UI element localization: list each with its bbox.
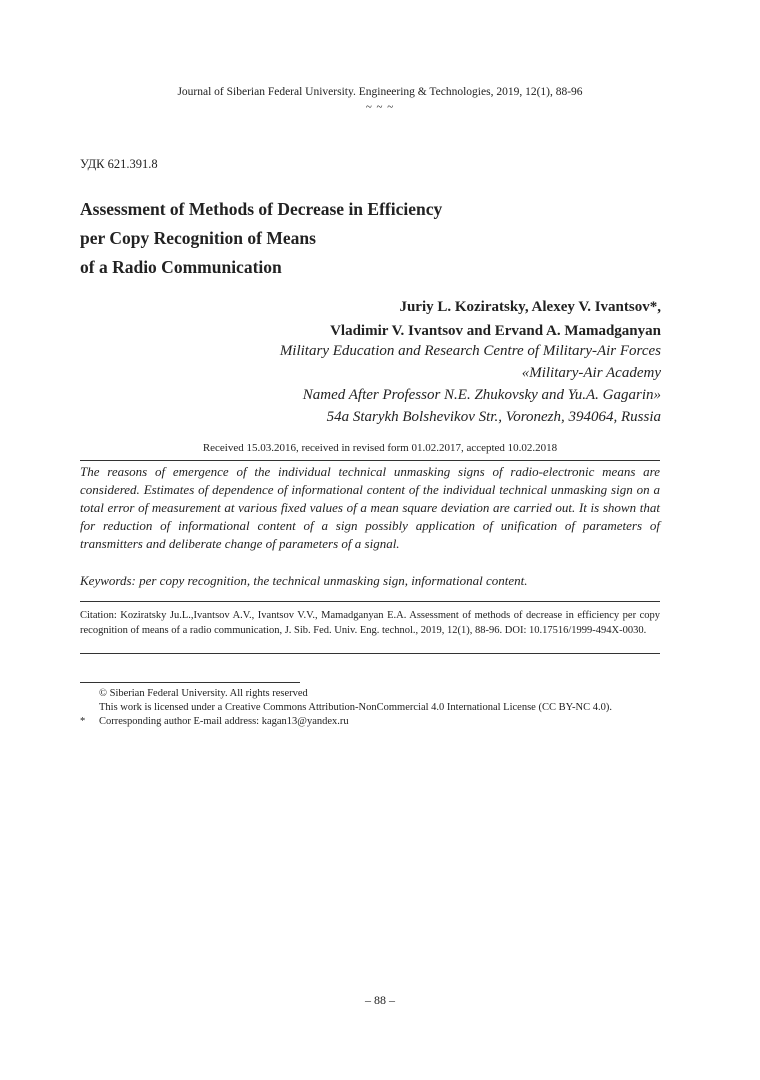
keywords: Keywords: per copy recognition, the technical unmasking sign, informational content. (80, 573, 528, 588)
affiliation-line: Named After Professor N.E. Zhukovsky and Yu.A. Gagarin» (302, 387, 661, 403)
udk-code: УДК 621.391.8 (80, 157, 158, 171)
authors (330, 295, 661, 343)
journal-header: Journal of Siberian Federal University. Engineering & Technologies, 2019, 12(1), 88-96 (177, 86, 583, 98)
paper-title (80, 195, 442, 282)
header-separator: ~ ~ ~ (365, 101, 395, 113)
footnote (80, 701, 680, 715)
affiliation (280, 340, 661, 428)
abstract: The reasons of emergence of the individual technical unmasking signs of radio-electronic means are considered. Estimates of dependence of informational content of the individual technical unmasking sign on a total error of measurement at various fixed values of a mean square deviation are carried out. It is shown that for reduction of informational content of a sign possibly application of unification of parameters of transmitters and deliberate change of parameters of a signal. (80, 464, 660, 551)
authors-line: Juriy L. Koziratsky, Alexey V. Ivantsov*, (399, 299, 661, 315)
copyright-notice: © Siberian Federal University. All rights reserved (99, 688, 308, 699)
citation: Citation: Koziratsky Ju.L.,Ivantsov A.V., Ivantsov V.V., Mamadganyan E.A. Assessment of methods of decrease in efficiency per copy recognition of means of a radio communication, J. Sib. Fed. Univ. Eng. technol., 2019, 12(1), 88-96. DOI: 10.17516/1999-494X-0030. (80, 610, 660, 636)
footnote-divider (80, 682, 300, 683)
affiliation-line: «Military-Air Academy (521, 365, 661, 381)
footnote (80, 715, 680, 729)
affiliation-line: Military Education and Research Centre of Military-Air Forces (279, 343, 661, 359)
license-notice: This work is licensed under a Creative Commons Attribution-NonCommercial 4.0 International License (CC BY-NC 4.0). (99, 702, 612, 713)
title-line: Assessment of Methods of Decrease in Efficiency (80, 199, 443, 219)
footnote (80, 687, 680, 701)
corresponding-author: Corresponding author E-mail address: kagan13@yandex.ru (99, 716, 349, 727)
received-dates: Received 15.03.2016, received in revised form 01.02.2017, accepted 10.02.2018 (202, 442, 558, 454)
footnote-marker: * (80, 716, 86, 727)
title-line: of a Radio Communication (80, 257, 282, 277)
title-line: per Copy Recognition of Means (80, 228, 316, 248)
divider (80, 601, 660, 602)
divider (80, 653, 660, 654)
affiliation-line: 54a Starykh Bolshevikov Str., Voronezh, 394064, Russia (326, 409, 661, 425)
page-number: – 88 – (365, 993, 395, 1007)
footnotes (80, 687, 680, 729)
divider (80, 460, 660, 461)
authors-line: Vladimir V. Ivantsov and Ervand A. Mamadganyan (330, 323, 661, 339)
